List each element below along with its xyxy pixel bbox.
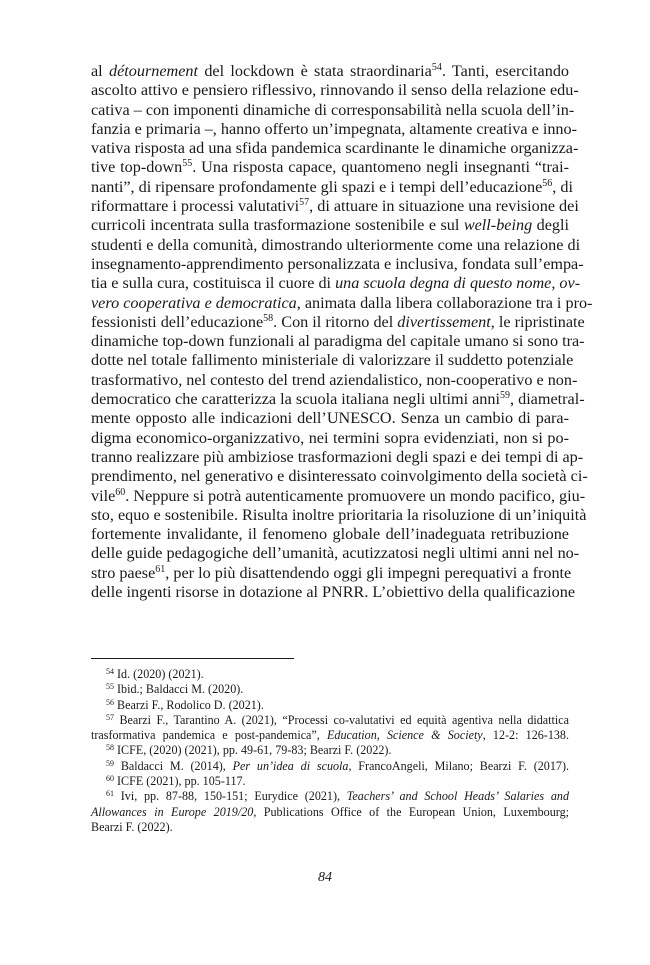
italic-text: vero cooperativa e democratica xyxy=(91,293,297,312)
body-text-line xyxy=(91,525,569,544)
text-run: Baldacci M. (2014), xyxy=(114,758,233,773)
footnote-line xyxy=(91,713,569,728)
text-run: Bearzi F., Tarantino A. (2021), “Processi co-valutativi ed equità agentiva nella didattica xyxy=(114,712,569,727)
body-text-line xyxy=(91,583,576,602)
footnote-ref: 59 xyxy=(106,758,114,768)
italic-text: détournement xyxy=(109,62,199,80)
italic-text: well-being xyxy=(463,216,533,235)
text-run: ICFE (2021), pp. 105-117. xyxy=(114,774,246,789)
footnote-ref: 58 xyxy=(106,743,114,753)
footnote-line xyxy=(91,698,569,713)
body-text-line xyxy=(91,139,579,158)
footnote-line xyxy=(91,743,569,758)
text-run: , 12-2: 126-138. xyxy=(482,728,569,743)
footnotes xyxy=(91,667,569,835)
body-text-line xyxy=(91,467,588,486)
body-text-line xyxy=(91,274,581,293)
text-run: ICFE, (2020) (2021), pp. 49-61, 79-83; Bearzi F. (2022). xyxy=(114,743,392,758)
footnote-ref: 55 xyxy=(106,682,114,692)
italic-text: Education, Science & Society xyxy=(327,728,483,743)
text-run: curricoli incentrata sulla trasformazione sostenibile e sul xyxy=(91,216,464,235)
text-run: fanzia e primaria –, hanno offerto un’impegnata, altamente creativa e inno- xyxy=(91,119,578,138)
text-run: . Una risposta capace, quantomeno negli insegnanti “trai- xyxy=(192,158,569,177)
text-run: ascolto attivo e pensiero riflessivo, rinnovando il senso della relazione edu- xyxy=(91,81,579,100)
text-run: , di attuare in situazione una revisione dei xyxy=(309,197,579,216)
text-run: , diametral- xyxy=(510,390,585,409)
body-text-line xyxy=(91,62,569,81)
footnote-line xyxy=(91,774,569,789)
text-run: al xyxy=(91,62,109,80)
text-run: riformattare i processi valutativi xyxy=(91,197,300,216)
body-text-line xyxy=(91,100,575,120)
text-run: , animata dalla libera collaborazione tra i pro- xyxy=(296,293,593,312)
text-run: vativa risposta ad una sfida pandemica scardinante le dinamiche organizza- xyxy=(91,139,579,158)
footnote-separator xyxy=(91,658,294,659)
text-run: . Tanti, esercitando xyxy=(441,62,570,80)
text-run: studenti e della comunità, dimostrando ulteriormente come una relazione di xyxy=(91,235,581,254)
footnote-ref: 54 xyxy=(106,667,114,676)
text-run: cativa – con imponenti dinamiche di corresponsabilità nella scuola dell’in- xyxy=(91,100,575,119)
text-run: Id. (2020) (2021). xyxy=(114,667,204,681)
text-run: trasformativa pandemica e post-pandemica”, xyxy=(91,728,328,743)
text-run: delle ingenti risorse in dotazione al PNRR. L’obiettivo della qualificazione xyxy=(91,583,576,602)
footnote-line xyxy=(91,805,569,820)
text-run: mente opposto alle indicazioni dell’UNESCO. Senza un cambio di para- xyxy=(91,409,569,428)
italic-text: Allowances in Europe 2019/20 xyxy=(91,804,254,819)
text-run: dotte nel totale fallimento ministeriale di valorizzare il suddetto potenziale xyxy=(91,351,574,370)
text-run: Ibid.; Baldacci M. (2020). xyxy=(114,682,244,697)
footnote-line xyxy=(91,759,569,774)
body-text-line xyxy=(91,429,569,448)
body-text-line xyxy=(91,235,581,255)
text-run: Ivi, pp. 87-88, 150-151; Eurydice (2021), xyxy=(114,789,347,804)
text-run: dinamiche top-down funzionali al paradigma del capitale umano si sono tra- xyxy=(91,332,585,351)
body-text-line xyxy=(91,177,573,197)
text-run: stro paese xyxy=(91,563,156,582)
text-run: vile xyxy=(91,486,116,505)
text-run: fessionisti dell’educazione xyxy=(91,312,264,331)
footnote-ref: 61 xyxy=(106,789,114,799)
text-run: Bearzi F. (2022). xyxy=(91,819,173,834)
body-text-line xyxy=(91,332,585,351)
body-text-line xyxy=(91,486,586,506)
text-run: trasformativo, nel contesto del trend aziendalistico, non-cooperativo e non- xyxy=(91,370,578,389)
text-run: delle guide pedagogiche dell’umanità, acutizzatosi negli ultimi anni nel no- xyxy=(91,544,580,563)
footnote-ref: 60 xyxy=(106,774,114,784)
text-run: , Publications Office of the European Union, Luxembourg; xyxy=(253,804,569,819)
body-text-line xyxy=(91,158,569,177)
text-run: . Neppure si potrà autenticamente promuovere un mondo pacifico, giu- xyxy=(125,486,586,505)
text-run: prendimento, nel generativo e disinteressato coinvolgimento della società ci- xyxy=(91,467,588,486)
text-run: , per lo più disattendendo oggi gli impegni perequativi a fronte xyxy=(165,563,572,582)
footnote-ref: 61 xyxy=(155,563,166,575)
body-text-line xyxy=(91,505,587,525)
text-run: degli xyxy=(532,216,569,235)
body-text-line xyxy=(91,544,580,563)
footnote-line xyxy=(91,667,569,682)
italic-text: Teachers’ and School Heads’ Salaries and xyxy=(346,789,569,804)
body-text-line xyxy=(91,254,584,274)
text-run: nanti”, di ripensare profondamente gli spazi e i tempi dell’educazione xyxy=(91,177,543,196)
italic-text: una scuola degna di questo nome, ov- xyxy=(335,274,581,293)
footnote-ref: 57 xyxy=(299,197,310,209)
footnote-ref: 56 xyxy=(106,697,114,707)
body-text-line xyxy=(91,119,578,139)
text-run: sto, equo e sostenibile. Risulta inoltre prioritaria la risoluzione di un’iniquità xyxy=(91,505,587,524)
body-text-line xyxy=(91,293,593,313)
text-run: democratico che caratterizza la scuola italiana negli ultimi anni xyxy=(91,390,500,409)
text-run: Bearzi F., Rodolico D. (2021). xyxy=(114,697,264,712)
text-run: tive top-down xyxy=(91,158,183,177)
text-run: del lockdown è stata straordinaria xyxy=(198,62,432,80)
italic-text: Per un’idea di scuola xyxy=(232,758,349,773)
italic-text: divertissement xyxy=(397,312,491,331)
text-run: , di xyxy=(552,177,573,196)
body-text-line xyxy=(91,563,572,583)
footnote-ref: 55 xyxy=(182,158,193,170)
text-run: . Con il ritorno del xyxy=(273,312,398,331)
body-text-line xyxy=(91,351,574,370)
body-text-line xyxy=(91,390,585,409)
footnote-ref: 54 xyxy=(431,62,442,73)
footnote-ref: 60 xyxy=(115,486,126,498)
text-run: tia e sulla cura, costituisca il cuore di xyxy=(91,274,336,293)
body-text-line xyxy=(91,409,569,428)
text-run: , le ripristinate xyxy=(490,312,585,331)
footnote-ref: 57 xyxy=(106,712,114,722)
text-run: digma economico-organizzativo, nei termini sopra evidenziati, non si po- xyxy=(91,428,569,447)
footnote-ref: 58 xyxy=(263,312,274,324)
body-text-line xyxy=(91,197,579,216)
text-run: , FrancoAngeli, Milano; Bearzi F. (2017). xyxy=(348,758,569,773)
text-run: tranno realizzare più ambiziose trasformazioni degli spazi e dei tempi di ap- xyxy=(91,447,584,466)
main-text xyxy=(91,62,593,602)
body-text-line xyxy=(91,81,579,100)
footnote-line xyxy=(91,820,569,835)
body-text-line xyxy=(91,447,584,467)
footnote-line xyxy=(91,728,569,743)
text-run: fortemente invalidante, il fenomeno globale dell’inadeguata retribuzione xyxy=(91,525,569,544)
footnote-ref: 59 xyxy=(500,390,510,402)
text-run: insegnamento-apprendimento personalizzata e inclusiva, fondata sull’empa- xyxy=(91,254,584,273)
body-text-line xyxy=(91,216,569,235)
footnote-ref: 56 xyxy=(542,177,553,189)
footnote-line xyxy=(91,789,569,804)
body-text-line xyxy=(91,370,578,390)
body-text-line xyxy=(91,312,585,332)
footnote-line xyxy=(91,682,569,697)
page-number: 84 xyxy=(318,870,332,885)
